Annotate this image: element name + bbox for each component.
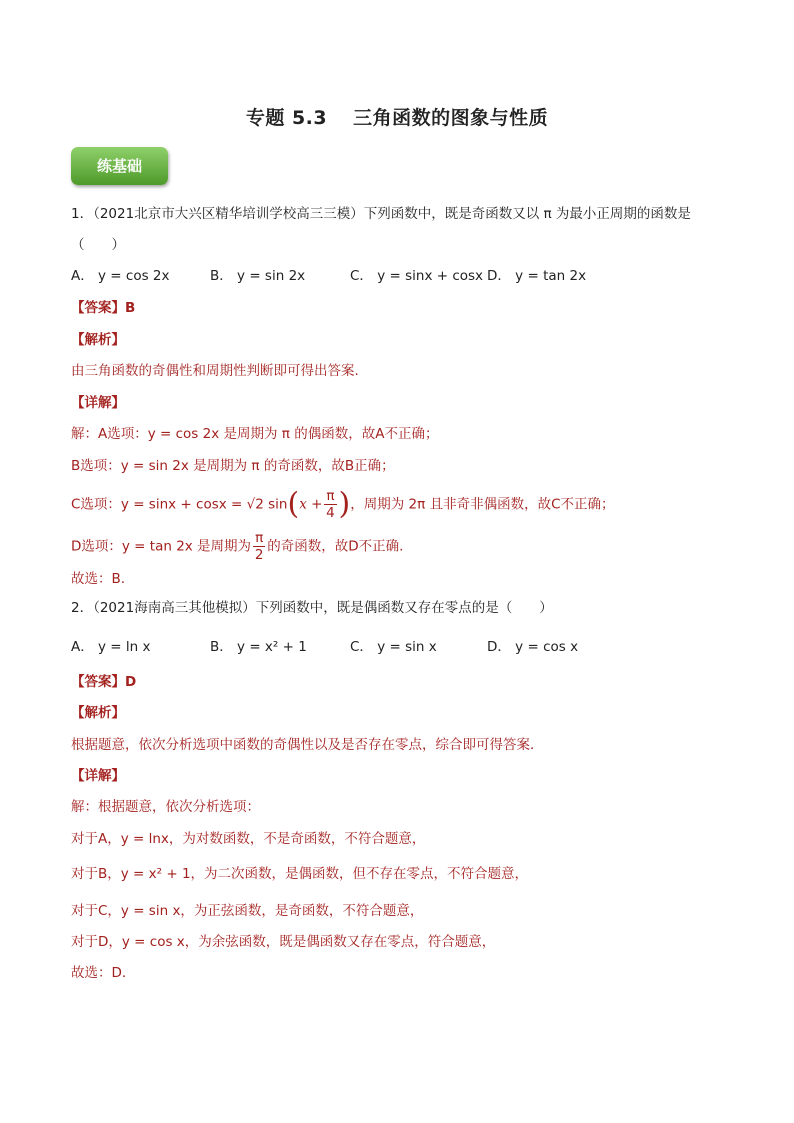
q2-choose: 故选：D．	[71, 965, 136, 981]
section-badge: 练基础	[71, 147, 168, 185]
d-line-suffix: 的奇函数，故D不正确.	[267, 538, 404, 555]
page-title	[0, 103, 794, 130]
c-line-prefix: C选项：y = sinx + cosx = √2 sin	[71, 496, 288, 513]
q1-option-c: C． y = sinx + cosx	[350, 268, 484, 284]
q1-detail-heading: 【详解】	[71, 395, 125, 411]
title-text: 三角函数的图象与性质	[353, 107, 549, 129]
q2-analysis-text: 根据题意，依次分析选项中函数的奇偶性以及是否存在零点，综合即可得答案．	[71, 737, 544, 753]
q2-detail-line-intro: 解：根据题意，依次分析选项：	[71, 799, 260, 815]
q2-option-d: D． y = cos x	[487, 639, 579, 655]
q1-blank: （ ）	[71, 237, 125, 253]
fraction-pi-over-2: $\frac{\pi}{2}$	[254, 530, 264, 563]
q2-detail-line-a: 对于A，y = lnx，为对数函数，不是奇函数，不符合题意，	[71, 831, 426, 847]
q2-analysis-heading: 【解析】	[71, 705, 125, 721]
q1-stem: 1．（2021北京市大兴区精华培训学校高三三模）下列函数中，既是奇函数又以 π 为最小正周期的函数是	[71, 206, 691, 222]
q1-analysis-text: 由三角函数的奇偶性和周期性判断即可得出答案.	[71, 363, 359, 379]
q2-option-a: A． y = ln x	[71, 639, 151, 655]
q1-option-a: A． y = cos 2x	[71, 268, 170, 284]
q1-option-d: D． y = tan 2x	[487, 268, 587, 284]
q1-answer: 【答案】B	[71, 300, 136, 316]
q1-detail-line-a: 解：A选项：y = cos 2x 是周期为 π 的偶函数，故A不正确；	[71, 426, 439, 442]
q1-detail-line-c: C选项：y = sinx + cosx = √2 sin(x + $\frac{\pi}{4}$ )，周期为 2π 且非奇非偶函数，故C不正确；	[71, 486, 615, 522]
q2-detail-line-b: 对于B，y = x² + 1，为二次函数，是偶函数，但不存在零点，不符合题意，	[71, 866, 529, 882]
fraction-pi-over-4: $\frac{\pi}{4}$	[326, 488, 335, 521]
c-line-suffix: ，周期为 2π 且非奇非偶函数，故C不正确；	[350, 496, 615, 513]
q1-detail-line-b: B选项：y = sin 2x 是周期为 π 的奇函数，故B正确；	[71, 458, 395, 474]
c-line-x: x +	[299, 496, 323, 513]
q2-detail-line-d: 对于D，y = cos x，为余弦函数，既是偶函数又存在零点，符合题意，	[71, 934, 496, 950]
d-line-prefix: D选项：y = tan 2x 是周期为	[71, 538, 252, 555]
q1-option-b: B． y = sin 2x	[210, 268, 306, 284]
q2-option-c: C． y = sin x	[350, 639, 437, 655]
q2-answer: 【答案】D	[71, 674, 137, 690]
q2-detail-line-c: 对于C，y = sin x，为正弦函数，是奇函数，不符合题意，	[71, 903, 424, 919]
q1-analysis-heading: 【解析】	[71, 332, 125, 348]
q2-option-b: B． y = x² + 1	[210, 639, 307, 655]
q1-detail-line-d	[71, 530, 403, 563]
title-label: 专题 5.3	[245, 107, 328, 129]
q2-stem: 2．（2021海南高三其他模拟）下列函数中，既是偶函数又存在零点的是（ ）	[71, 600, 553, 616]
q1-choose: 故选：B.	[71, 571, 126, 587]
q2-detail-heading: 【详解】	[71, 768, 125, 784]
